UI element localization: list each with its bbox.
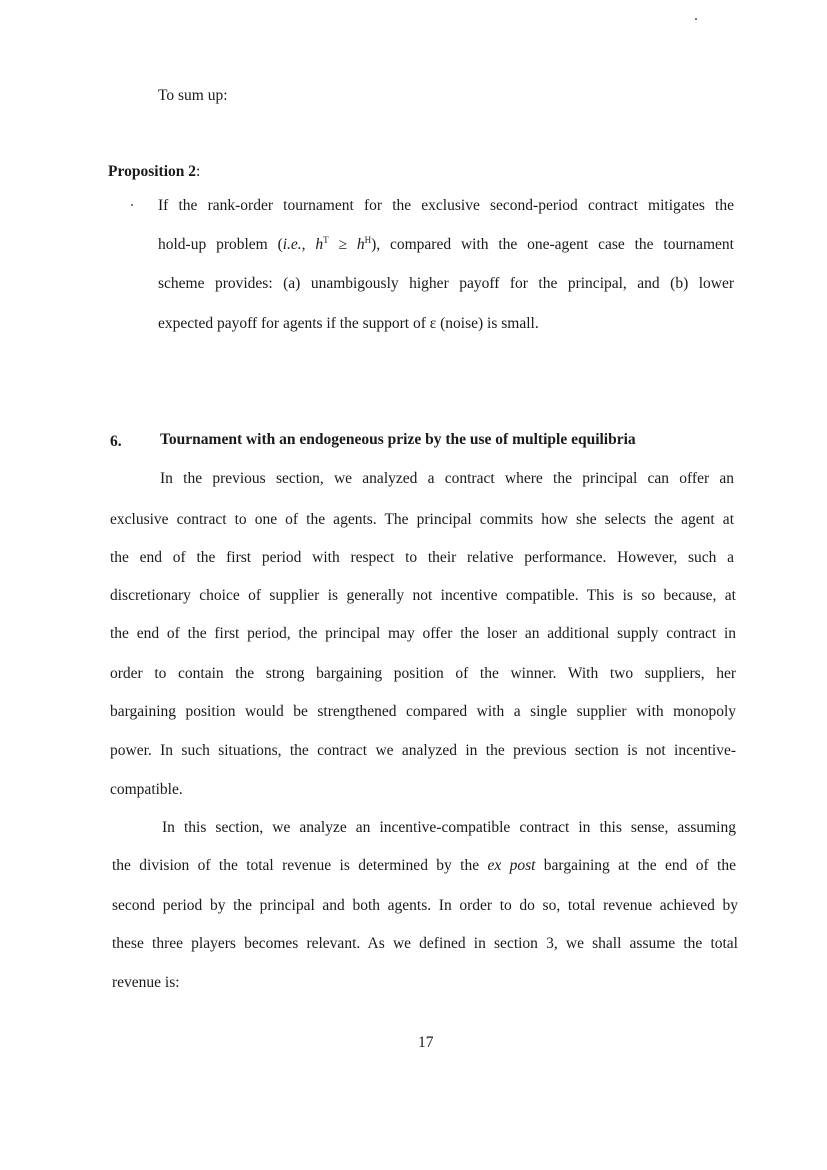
para1-line: the end of the first period, the principal may offer the loser an additional supply contract in: [110, 625, 736, 642]
proposition-line: scheme provides: (a) unambigously higher payoff for the principal, and (b) lower: [158, 275, 734, 292]
proposition-heading: [108, 162, 200, 182]
para2-line: [112, 856, 736, 876]
proposition-line: [158, 235, 734, 255]
para2-text: the division of the total revenue is determined by the: [112, 857, 488, 874]
para1-line: In the previous section, we analyzed a contract where the principal can offer an: [160, 470, 734, 487]
section-title: Tournament with an endogeneous prize by the use of multiple equilibria: [160, 431, 636, 448]
para2-line: second period by the principal and both agents. In order to do so, total revenue achieved by: [112, 897, 738, 914]
para1-line: compatible.: [110, 781, 183, 798]
proposition-title: Proposition 2: [108, 163, 196, 180]
section-number: 6.: [110, 433, 122, 450]
para1-line: exclusive contract to one of the agents. The principal commits how she selects the agent at: [110, 511, 734, 528]
proposition-text: ), compared with the one-agent case the tournament: [371, 236, 734, 253]
superscript: H: [364, 234, 372, 245]
scan-speck: [131, 204, 133, 206]
para1-line: discretionary choice of supplier is generally not incentive compatible. This is so because, at: [110, 587, 736, 604]
page-number: 17: [418, 1034, 434, 1051]
superscript: T: [323, 234, 329, 245]
para2-line: revenue is:: [112, 974, 180, 991]
para1-line: bargaining position would be strengthened compared with a single supplier with monopoly: [110, 703, 736, 720]
geq-symbol: ≥: [328, 236, 357, 253]
proposition-colon: :: [196, 163, 201, 180]
ie-abbrev: i.e.,: [282, 236, 306, 253]
ex-post-term: ex post: [487, 857, 536, 874]
proposition-line: If the rank-order tournament for the exclusive second-period contract mitigates the: [158, 197, 734, 214]
para1-line: the end of the first period with respect to their relative performance. However, such a: [110, 549, 734, 566]
scan-speck: [695, 18, 697, 20]
para2-text: bargaining at the end of the: [535, 857, 736, 874]
para1-line: power. In such situations, the contract we analyzed in the previous section is not incentive-: [110, 742, 736, 759]
para2-line: In this section, we analyze an incentive-compatible contract in this sense, assuming: [162, 819, 736, 836]
var-h: h: [315, 236, 324, 253]
para2-line: these three players becomes relevant. As we defined in section 3, we shall assume the total: [112, 935, 738, 952]
proposition-line: expected payoff for agents if the support of ε (noise) is small.: [158, 315, 539, 332]
var-h: h: [356, 236, 365, 253]
sum-up-text: To sum up:: [158, 87, 228, 104]
proposition-text: hold-up problem (: [158, 236, 283, 253]
para1-line: order to contain the strong bargaining position of the winner. With two suppliers, her: [110, 665, 736, 682]
